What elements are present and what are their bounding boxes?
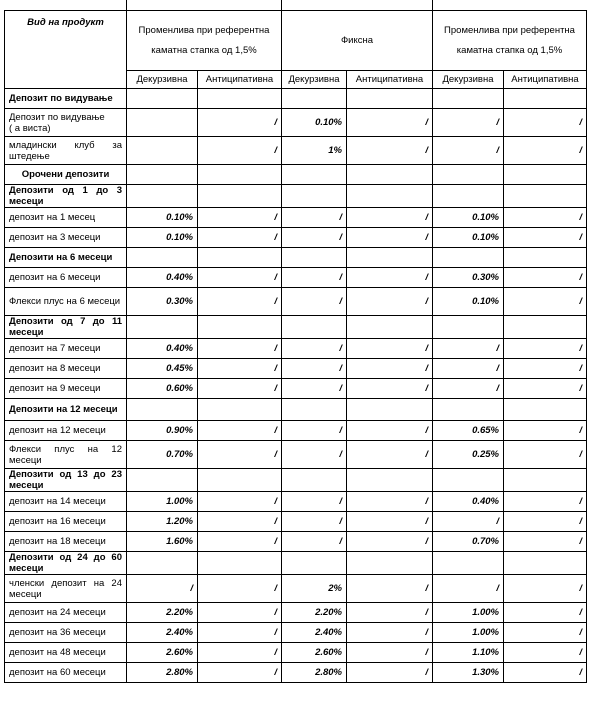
rate-cell: /: [282, 379, 347, 399]
table-row: [5, 359, 587, 379]
rate-cell: 2.40%: [127, 623, 198, 643]
rate-cell: [127, 109, 198, 137]
section-label: Орочени депозити: [5, 165, 127, 185]
section-label: Депозити на 6 месеци: [5, 248, 127, 268]
rate-cell: /: [347, 575, 433, 603]
product-label: депозит на 7 месеци: [5, 339, 127, 359]
rate-cell: /: [504, 441, 587, 469]
rate-cell: [504, 316, 587, 339]
rate-cell: /: [433, 109, 504, 137]
rate-cell: /: [198, 228, 282, 248]
rate-cell: 0.10%: [433, 288, 504, 316]
rate-cell: /: [504, 512, 587, 532]
rate-cell: /: [347, 421, 433, 441]
rate-cell: /: [198, 532, 282, 552]
rate-cell: [282, 469, 347, 492]
rate-cell: /: [282, 268, 347, 288]
subheader-decursive: Декурзивна: [433, 71, 504, 89]
rate-cell: [347, 248, 433, 268]
header-row-groups: [5, 11, 587, 71]
rate-cell: /: [198, 643, 282, 663]
table-row: [5, 623, 587, 643]
top-strip: [5, 0, 587, 11]
product-label: Флекси плус на 6 месеци: [5, 288, 127, 316]
rate-cell: /: [433, 137, 504, 165]
rate-cell: [282, 89, 347, 109]
rate-cell: [504, 399, 587, 421]
subheader-decursive: Декурзивна: [127, 71, 198, 89]
rate-cell: [198, 316, 282, 339]
rate-cell: 0.70%: [127, 441, 198, 469]
subheader-anticipative: Антиципативна: [347, 71, 433, 89]
section-label: Депозити на 12 месеци: [5, 399, 127, 421]
rate-cell: [433, 165, 504, 185]
rate-cell: [127, 165, 198, 185]
rate-cell: 2.60%: [282, 643, 347, 663]
rate-cell: [433, 399, 504, 421]
table-row: [5, 208, 587, 228]
rate-cell: /: [347, 663, 433, 683]
rate-cell: /: [504, 339, 587, 359]
rate-cell: [504, 248, 587, 268]
rate-cell: [282, 248, 347, 268]
rate-cell: [433, 316, 504, 339]
rate-cell: /: [347, 339, 433, 359]
rate-cell: 2.20%: [127, 603, 198, 623]
rate-cell: [282, 165, 347, 185]
rate-cell: /: [282, 228, 347, 248]
rate-cell: /: [282, 359, 347, 379]
rate-cell: /: [433, 359, 504, 379]
rate-cell: [127, 316, 198, 339]
rate-cell: 2.80%: [282, 663, 347, 683]
subheader-anticipative: Антиципативна: [504, 71, 587, 89]
rate-cell: 1.00%: [433, 603, 504, 623]
section-row: [5, 165, 587, 185]
product-label: младински клуб за штедење: [5, 137, 127, 165]
rate-cell: [282, 552, 347, 575]
rate-cell: /: [198, 492, 282, 512]
fixed-rate-header: Фиксна: [282, 11, 433, 71]
rate-cell: /: [347, 268, 433, 288]
rate-cell: /: [198, 208, 282, 228]
section-row: [5, 399, 587, 421]
product-label: членски депозит на 24 месеци: [5, 575, 127, 603]
rate-cell: [282, 316, 347, 339]
rate-cell: /: [504, 643, 587, 663]
rate-cell: [127, 137, 198, 165]
rate-cell: 0.30%: [127, 288, 198, 316]
interest-rates-table: [4, 0, 587, 683]
rate-cell: /: [504, 208, 587, 228]
table-row: [5, 109, 587, 137]
product-label: депозит на 9 месеци: [5, 379, 127, 399]
product-label: депозит на 48 месеци: [5, 643, 127, 663]
rate-cell: /: [347, 512, 433, 532]
rate-cell: /: [347, 379, 433, 399]
table-row: [5, 268, 587, 288]
rate-cell: /: [504, 623, 587, 643]
rate-cell: /: [282, 339, 347, 359]
section-row: [5, 248, 587, 268]
rate-cell: 2.80%: [127, 663, 198, 683]
rate-cell: 0.10%: [127, 208, 198, 228]
variable-rate-header-left: Променлива при референтна каматна стапка од 1,5%: [127, 11, 282, 71]
rate-cell: 2%: [282, 575, 347, 603]
rate-cell: /: [504, 603, 587, 623]
rate-cell: /: [504, 575, 587, 603]
rate-cell: 2.60%: [127, 643, 198, 663]
rate-cell: [198, 89, 282, 109]
product-label: депозит на 12 месеци: [5, 421, 127, 441]
rate-cell: /: [198, 421, 282, 441]
section-label: Депозити од 24 до 60 месеци: [5, 552, 127, 575]
section-label: Депозит по видување: [5, 89, 127, 109]
rate-cell: /: [282, 532, 347, 552]
product-label: депозит на 36 месеци: [5, 623, 127, 643]
rate-cell: 0.10%: [433, 228, 504, 248]
rate-cell: /: [504, 379, 587, 399]
rate-cell: /: [198, 268, 282, 288]
table-row: [5, 603, 587, 623]
rate-cell: /: [347, 532, 433, 552]
rate-cell: 0.40%: [433, 492, 504, 512]
rate-cell: /: [282, 492, 347, 512]
rate-cell: [347, 89, 433, 109]
product-label: депозит на 60 месеци: [5, 663, 127, 683]
rate-cell: [504, 185, 587, 208]
variable-rate-header-right: Променлива при референтна каматна стапка од 1,5%: [433, 11, 587, 71]
product-label: депозит на 3 месеци: [5, 228, 127, 248]
rate-cell: [433, 248, 504, 268]
rate-cell: /: [504, 268, 587, 288]
rate-cell: /: [347, 492, 433, 512]
table-row: [5, 532, 587, 552]
subheader-anticipative: Антиципативна: [198, 71, 282, 89]
rate-cell: /: [282, 421, 347, 441]
rate-cell: /: [504, 492, 587, 512]
rate-cell: [127, 89, 198, 109]
rate-cell: 1.30%: [433, 663, 504, 683]
product-type-header: Вид на продукт: [5, 11, 127, 89]
table-row: [5, 288, 587, 316]
rate-cell: /: [433, 339, 504, 359]
product-label: депозит на 8 месеци: [5, 359, 127, 379]
rate-cell: /: [433, 512, 504, 532]
rate-cell: /: [198, 109, 282, 137]
rate-cell: /: [198, 575, 282, 603]
rate-cell: [433, 89, 504, 109]
rate-cell: [198, 248, 282, 268]
rate-cell: 1.60%: [127, 532, 198, 552]
rate-cell: /: [504, 663, 587, 683]
rate-cell: /: [347, 643, 433, 663]
rate-cell: [347, 316, 433, 339]
rate-cell: /: [198, 603, 282, 623]
rate-cell: 0.25%: [433, 441, 504, 469]
product-label: депозит на 18 месеци: [5, 532, 127, 552]
section-row: [5, 316, 587, 339]
rate-cell: 0.45%: [127, 359, 198, 379]
rate-cell: [433, 185, 504, 208]
rate-cell: [282, 185, 347, 208]
rate-cell: [504, 165, 587, 185]
rate-cell: [433, 552, 504, 575]
rate-cell: 0.60%: [127, 379, 198, 399]
rate-cell: [347, 399, 433, 421]
rate-cell: /: [347, 441, 433, 469]
rate-cell: [433, 469, 504, 492]
rates-document: [4, 0, 587, 683]
rate-cell: 1.00%: [433, 623, 504, 643]
section-row: [5, 185, 587, 208]
rate-cell: /: [347, 623, 433, 643]
rate-cell: [504, 552, 587, 575]
table-row: [5, 421, 587, 441]
rate-cell: 1.20%: [127, 512, 198, 532]
section-label: Депозити од 7 до 11 месеци: [5, 316, 127, 339]
table-row: [5, 379, 587, 399]
product-label: депозит на 16 месеци: [5, 512, 127, 532]
rate-cell: [198, 185, 282, 208]
table-row: [5, 643, 587, 663]
rate-cell: /: [433, 379, 504, 399]
product-label: депозит на 6 месеци: [5, 268, 127, 288]
product-label: Флекси плус на 12 месеци: [5, 441, 127, 469]
rate-cell: /: [198, 379, 282, 399]
rate-cell: /: [504, 137, 587, 165]
rate-cell: [198, 552, 282, 575]
rate-cell: [347, 165, 433, 185]
product-label: депозит на 24 месеци: [5, 603, 127, 623]
rate-cell: /: [282, 208, 347, 228]
table-row: [5, 228, 587, 248]
rate-cell: /: [198, 512, 282, 532]
rate-cell: /: [347, 288, 433, 316]
rate-cell: /: [347, 228, 433, 248]
rate-cell: /: [198, 623, 282, 643]
rate-cell: /: [347, 208, 433, 228]
table-row: [5, 137, 587, 165]
section-label: Депозити од 1 до 3 месеци: [5, 185, 127, 208]
rate-cell: 0.70%: [433, 532, 504, 552]
rate-cell: [127, 552, 198, 575]
rate-cell: /: [198, 137, 282, 165]
rate-cell: [347, 469, 433, 492]
table-row: [5, 441, 587, 469]
rate-cell: 0.65%: [433, 421, 504, 441]
subheader-decursive: Декурзивна: [282, 71, 347, 89]
rate-cell: /: [282, 441, 347, 469]
rate-cell: /: [504, 288, 587, 316]
rate-cell: /: [198, 288, 282, 316]
rate-cell: /: [198, 339, 282, 359]
rate-cell: 0.40%: [127, 339, 198, 359]
rate-cell: 0.30%: [433, 268, 504, 288]
rate-cell: [127, 185, 198, 208]
rate-cell: [127, 469, 198, 492]
rate-cell: /: [504, 109, 587, 137]
table-row: [5, 512, 587, 532]
rate-cell: /: [347, 137, 433, 165]
product-label: депозит на 14 месеци: [5, 492, 127, 512]
rate-cell: 1.10%: [433, 643, 504, 663]
rate-cell: 0.10%: [127, 228, 198, 248]
rate-cell: /: [282, 288, 347, 316]
rate-cell: 0.40%: [127, 268, 198, 288]
rate-cell: [504, 469, 587, 492]
rate-cell: 2.40%: [282, 623, 347, 643]
rate-cell: 1%: [282, 137, 347, 165]
rate-cell: /: [198, 441, 282, 469]
table-row: [5, 575, 587, 603]
section-row: [5, 469, 587, 492]
rate-cell: /: [347, 109, 433, 137]
product-label: депозит на 1 месец: [5, 208, 127, 228]
rate-cell: [198, 469, 282, 492]
rate-cell: /: [504, 421, 587, 441]
rate-cell: /: [433, 575, 504, 603]
rate-cell: 1.00%: [127, 492, 198, 512]
rate-cell: /: [198, 359, 282, 379]
rate-cell: /: [127, 575, 198, 603]
rate-cell: 0.10%: [282, 109, 347, 137]
rate-cell: 0.10%: [433, 208, 504, 228]
rate-cell: 2.20%: [282, 603, 347, 623]
rate-cell: [198, 165, 282, 185]
rate-cell: /: [282, 512, 347, 532]
rate-cell: [198, 399, 282, 421]
section-row: [5, 552, 587, 575]
section-row: [5, 89, 587, 109]
rate-cell: [504, 89, 587, 109]
rate-cell: [347, 552, 433, 575]
section-label: Депозити од 13 до 23 месеци: [5, 469, 127, 492]
rate-cell: [127, 248, 198, 268]
rate-cell: /: [347, 603, 433, 623]
table-row: [5, 663, 587, 683]
rate-cell: /: [347, 359, 433, 379]
product-label: Депозит по видување ( а виста): [5, 109, 127, 137]
rate-cell: [282, 399, 347, 421]
rate-cell: /: [504, 532, 587, 552]
rate-cell: [347, 185, 433, 208]
table-row: [5, 492, 587, 512]
rate-cell: /: [198, 663, 282, 683]
rate-cell: 0.90%: [127, 421, 198, 441]
rate-cell: /: [504, 359, 587, 379]
rate-cell: /: [504, 228, 587, 248]
table-row: [5, 339, 587, 359]
rate-cell: [127, 399, 198, 421]
